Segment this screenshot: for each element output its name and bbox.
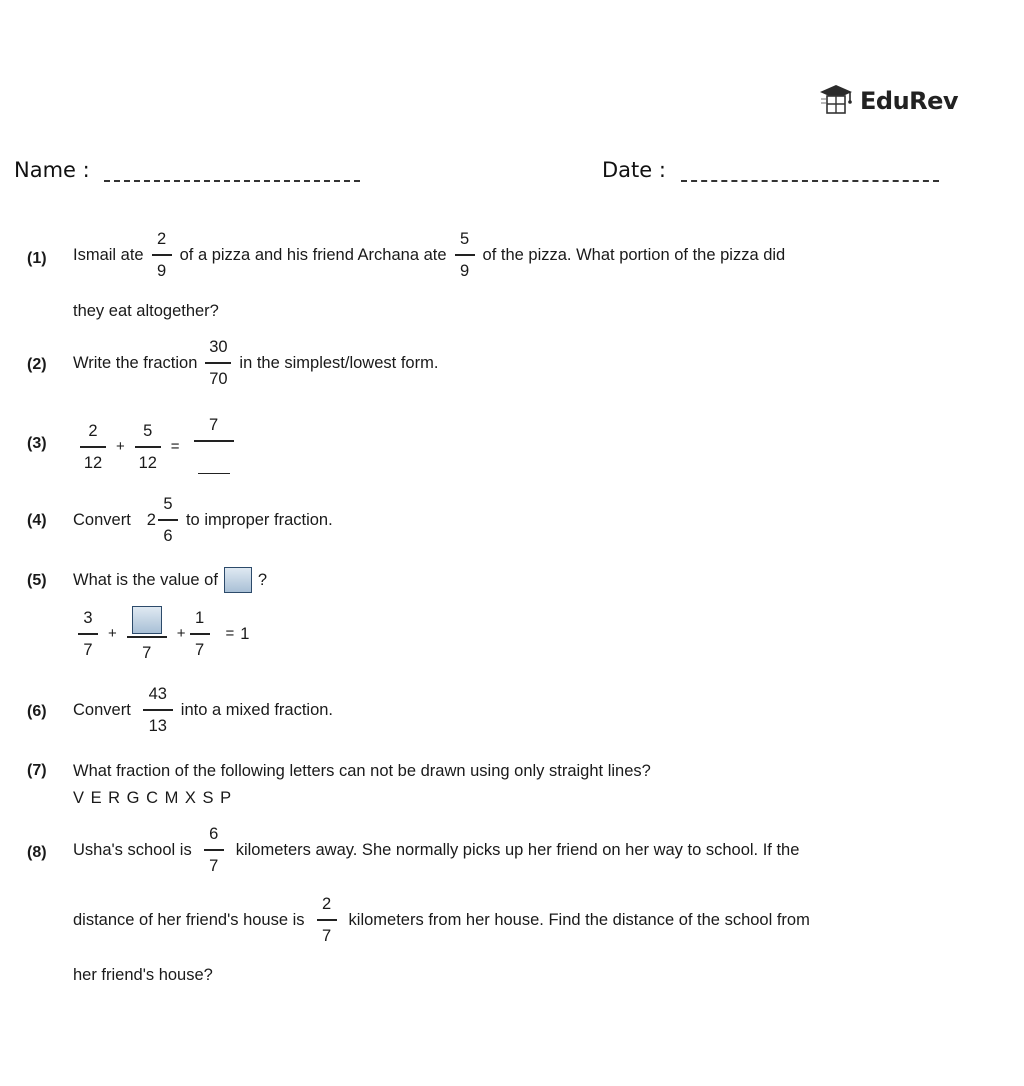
question-number: (1) bbox=[27, 250, 47, 267]
date-blank[interactable] bbox=[681, 180, 939, 182]
equals-sign: = bbox=[170, 437, 180, 455]
numerator: 1 bbox=[194, 609, 205, 627]
numerator: 3 bbox=[83, 609, 93, 627]
numerator: 30 bbox=[209, 338, 228, 356]
result-value: 1 bbox=[240, 624, 250, 643]
denominator: 6 bbox=[163, 526, 173, 545]
question-1 bbox=[73, 230, 785, 280]
denominator: 9 bbox=[459, 261, 470, 280]
denominator: 9 bbox=[157, 261, 167, 280]
question-8 bbox=[73, 825, 799, 875]
question-text: Convert bbox=[73, 700, 131, 719]
fraction bbox=[78, 609, 98, 659]
numerator: 43 bbox=[148, 685, 167, 703]
question-text: What fraction of the following letters can not be drawn using only straight lines? bbox=[73, 762, 651, 780]
question-number: (5) bbox=[27, 572, 47, 589]
whole-number: 2 bbox=[146, 510, 156, 529]
denominator: 7 bbox=[321, 926, 332, 945]
question-text: ? bbox=[257, 571, 268, 589]
numerator: 5 bbox=[459, 230, 470, 248]
letters-list: V E R G C M X S P bbox=[73, 789, 233, 807]
edurev-logo bbox=[818, 82, 958, 120]
denominator: 7 bbox=[194, 640, 205, 659]
question-4 bbox=[73, 495, 333, 545]
question-text-continued: they eat altogether? bbox=[73, 302, 219, 320]
name-label: Name : bbox=[14, 158, 90, 182]
plus-sign: + bbox=[116, 437, 125, 455]
denominator: 7 bbox=[83, 640, 93, 659]
question-text: of the pizza. What portion of the pizza did bbox=[482, 245, 786, 264]
question-text: into a mixed fraction. bbox=[180, 700, 334, 719]
question-text: What is the value of bbox=[73, 571, 218, 589]
denominator: 70 bbox=[209, 369, 228, 388]
fraction bbox=[127, 606, 167, 662]
numerator: 5 bbox=[163, 495, 173, 513]
question-number: (4) bbox=[27, 512, 47, 529]
question-text: Usha's school is bbox=[73, 840, 192, 859]
question-text: of a pizza and his friend Archana ate bbox=[179, 245, 447, 264]
graduation-cap-icon bbox=[818, 81, 854, 122]
name-blank[interactable] bbox=[104, 180, 360, 182]
question-text: distance of her friend's house is bbox=[73, 910, 305, 929]
question-5 bbox=[73, 567, 267, 593]
numerator: 2 bbox=[157, 230, 167, 248]
question-number: (3) bbox=[27, 435, 47, 452]
equals-sign: = bbox=[225, 624, 235, 642]
fraction bbox=[204, 825, 224, 875]
question-text: to improper fraction. bbox=[185, 510, 333, 529]
question-3 bbox=[72, 416, 242, 478]
numerator-box[interactable] bbox=[132, 606, 162, 636]
denominator: 7 bbox=[209, 856, 219, 875]
plus-sign: + bbox=[176, 624, 186, 642]
unknown-box bbox=[224, 567, 252, 593]
fraction bbox=[455, 230, 475, 280]
question-5-equation bbox=[70, 606, 249, 662]
question-6 bbox=[73, 685, 333, 735]
answer-fraction bbox=[194, 416, 234, 478]
question-number: (6) bbox=[27, 703, 47, 720]
question-text: Ismail ate bbox=[73, 245, 144, 264]
numerator: 2 bbox=[88, 422, 98, 440]
question-text: Convert bbox=[73, 510, 131, 529]
numerator: 5 bbox=[143, 422, 153, 440]
question-number: (8) bbox=[27, 844, 47, 861]
plus-sign: + bbox=[108, 624, 117, 642]
numerator: 6 bbox=[209, 825, 219, 843]
date-label: Date : bbox=[602, 158, 666, 182]
fraction bbox=[317, 895, 337, 945]
question-text: kilometers from her house. Find the distance of the school from bbox=[348, 910, 810, 929]
fraction bbox=[158, 495, 178, 545]
denominator: 7 bbox=[142, 643, 152, 662]
name-field[interactable] bbox=[14, 158, 360, 182]
fraction bbox=[152, 230, 172, 280]
question-text: Write the fraction bbox=[73, 353, 198, 372]
fraction bbox=[135, 422, 161, 472]
question-number: (7) bbox=[27, 762, 47, 779]
date-field[interactable] bbox=[602, 158, 939, 182]
question-2 bbox=[73, 338, 438, 388]
question-text: kilometers away. She normally picks up her friend on her way to school. If the bbox=[235, 840, 800, 859]
answer-blank[interactable] bbox=[198, 442, 230, 478]
question-text: in the simplest/lowest form. bbox=[239, 353, 439, 372]
denominator: 12 bbox=[83, 453, 103, 472]
numerator: 7 bbox=[208, 416, 219, 434]
logo-text: EduRev bbox=[860, 87, 959, 115]
numerator: 2 bbox=[321, 895, 332, 913]
denominator: 13 bbox=[148, 716, 167, 735]
question-text-continued: her friend's house? bbox=[73, 966, 213, 984]
fraction bbox=[205, 338, 231, 388]
question-8-line2 bbox=[73, 895, 810, 945]
fraction bbox=[190, 609, 210, 659]
fraction bbox=[80, 422, 106, 472]
question-number: (2) bbox=[27, 356, 47, 373]
denominator: 12 bbox=[138, 453, 157, 472]
fraction bbox=[143, 685, 173, 735]
